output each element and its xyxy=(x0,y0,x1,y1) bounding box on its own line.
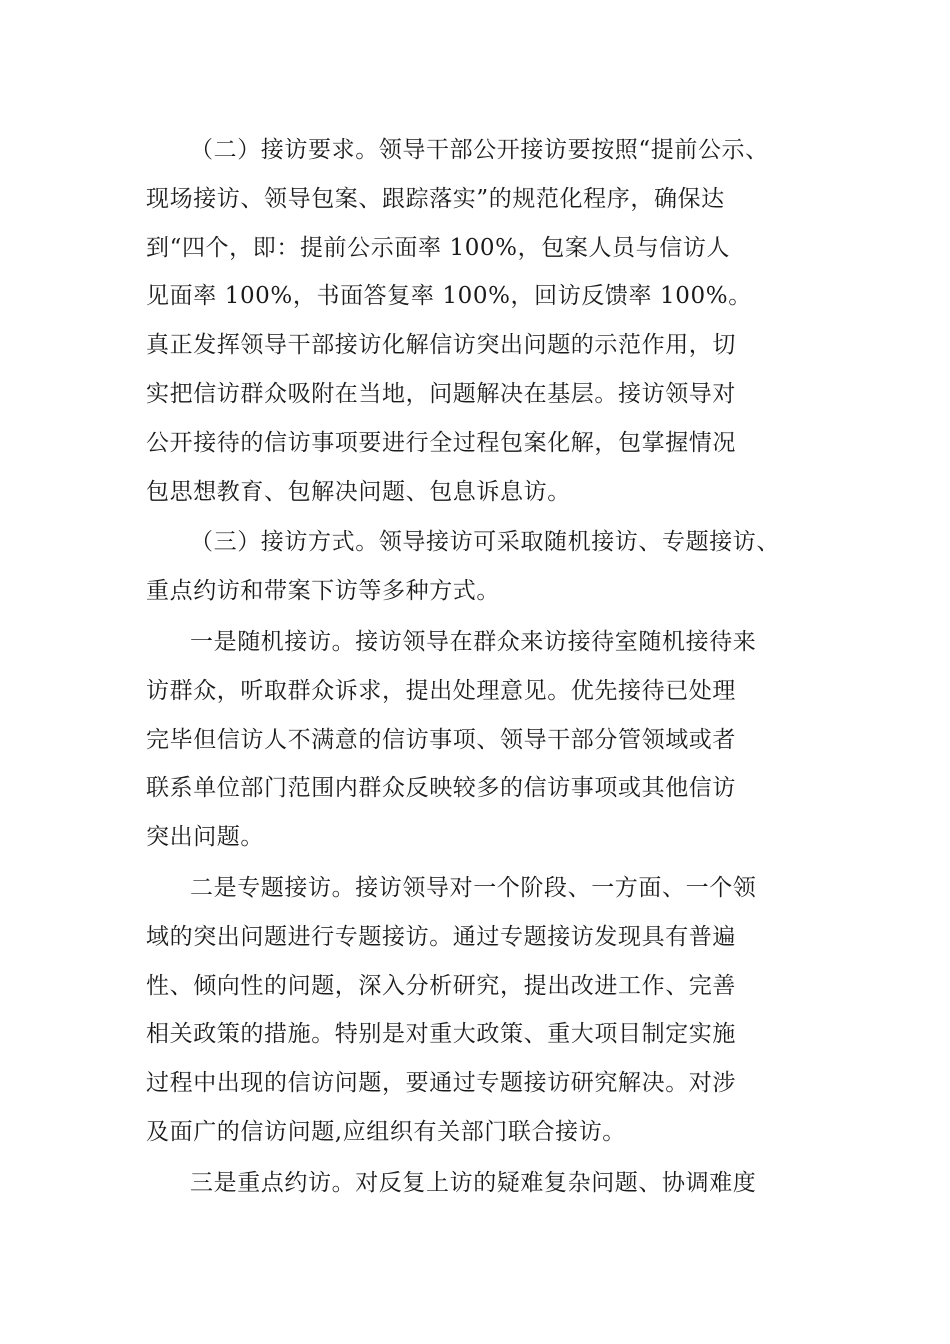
paragraph-reception-methods xyxy=(146,518,846,616)
text-line: 性、倾向性的问题，深入分析研究，提出改进工作、完善 xyxy=(146,972,736,999)
text-line: 二是专题接访。接访领导对一个阶段、一方面、一个领 xyxy=(190,874,757,901)
text-line: 突出问题。 xyxy=(146,824,264,851)
paragraph-key-appointment xyxy=(146,1159,846,1208)
text-line: 访群众，听取群众诉求，提出处理意见。优先接待已处理 xyxy=(146,677,736,704)
text-line: 联系单位部门范围内群众反映较多的信访事项或其他信访 xyxy=(146,775,736,802)
text-line: 一是随机接访。接访领导在群众来访接待室随机接待来 xyxy=(190,628,757,655)
paragraph-topic-reception xyxy=(146,864,846,1157)
text-line: 真正发挥领导干部接访化解信访突出问题的示范作用，切 xyxy=(146,332,736,359)
text-line: 完毕但信访人不满意的信访事项、领导干部分管领域或者 xyxy=(146,726,736,753)
text-line: （二）接访要求。领导干部公开接访要按照“提前公示、 xyxy=(190,137,769,163)
document-body xyxy=(146,126,846,1210)
text-line: （三）接访方式。领导接访可采取随机接访、专题接访、 xyxy=(190,529,780,556)
text-line: 域的突出问题进行专题接访。通过专题接访发现具有普遍 xyxy=(146,923,736,950)
text-line: 三是重点约访。对反复上访的疑难复杂问题、协调难度 xyxy=(190,1169,757,1196)
text-line: 包思想教育、包解决问题、包息诉息访。 xyxy=(146,478,571,505)
text-line: 过程中出现的信访问题，要通过专题接访研究解决。对涉 xyxy=(146,1070,736,1097)
text-line: 见面率 100%，书面答复率 100%，回访反馈率 100%。 xyxy=(146,283,752,310)
text-line: 实把信访群众吸附在当地，问题解决在基层。接访领导对 xyxy=(146,380,736,407)
text-line: 现场接访、领导包案、跟踪落实”的规范化程序，确保达 xyxy=(146,185,725,212)
text-line: 到“四个，即：提前公示面率 100%，包案人员与信访人 xyxy=(146,234,731,261)
paragraph-reception-requirements xyxy=(146,126,846,516)
text-line: 重点约访和带案下访等多种方式。 xyxy=(146,578,500,605)
text-line: 公开接待的信访事项要进行全过程包案化解，包掌握情况 xyxy=(146,429,736,456)
text-line: 相关政策的措施。特别是对重大政策、重大项目制定实施 xyxy=(146,1021,736,1048)
text-line: 及面广的信访问题,应组织有关部门联合接访。 xyxy=(146,1118,626,1145)
paragraph-random-reception xyxy=(146,618,846,862)
